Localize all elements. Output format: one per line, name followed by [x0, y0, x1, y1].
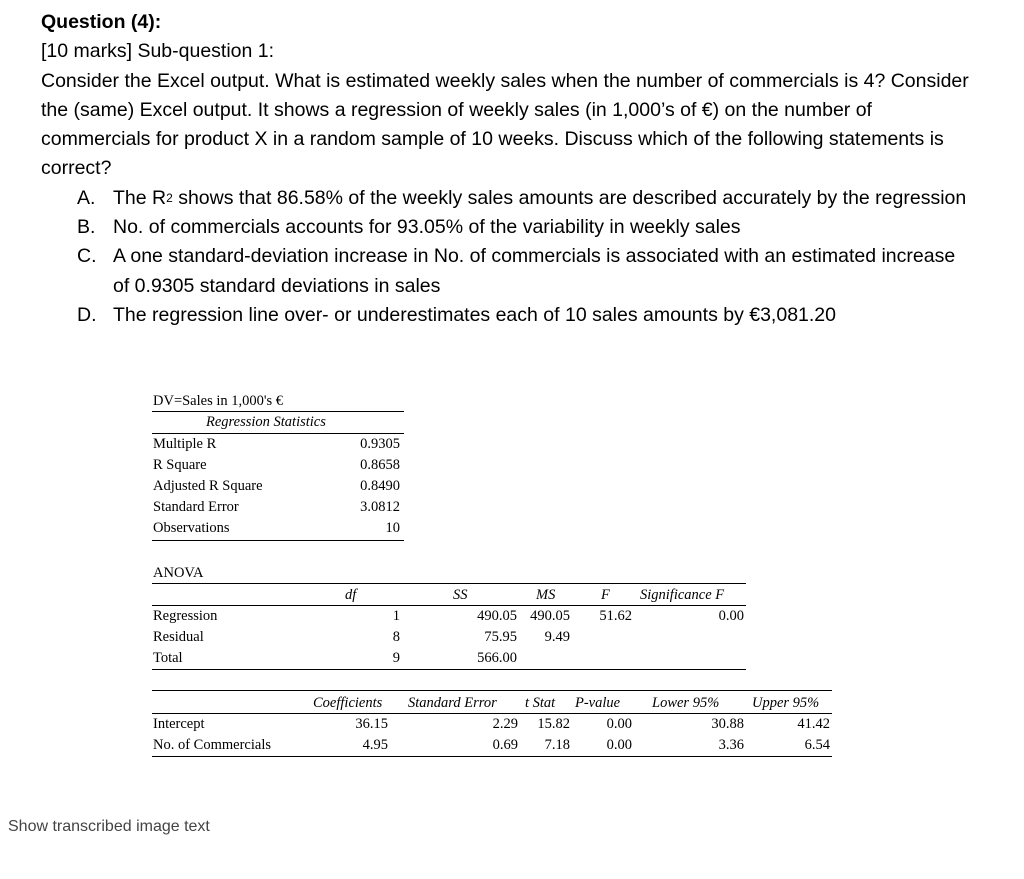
coef-lo: 3.36	[718, 737, 744, 753]
question-body: Consider the Excel output. What is estimated weekly sales when the number of commercials is 4? Consider the (same) Excel output. It shows a regression of weekly sales (in 1,000’s of €) on the number of commercials for product X in a random sample of 10 weeks. Discuss which of the following statements is correct?	[41, 69, 969, 180]
anova-ss: 490.05	[477, 608, 517, 624]
option-c-text: A one standard-deviation increase in No. of commercials is associated with an estimated increase of 0.9305 standard deviations in sales	[113, 245, 956, 297]
question-title: Question (4):	[41, 11, 162, 33]
option-a-pre: The R	[113, 186, 167, 209]
show-transcribed-link[interactable]: Show transcribed image text	[8, 818, 210, 835]
coef-t: 15.82	[537, 716, 570, 732]
stat-value: 10	[385, 520, 400, 536]
coef-value: 36.15	[355, 716, 388, 732]
anova-df: 8	[392, 629, 400, 645]
option-a-letter: A.	[77, 186, 96, 209]
coef-lo: 30.88	[711, 716, 744, 732]
anova-title: ANOVA	[153, 565, 204, 581]
coef-header-se: Standard Error	[408, 695, 497, 711]
option-d-text: The regression line over- or underestimates each of 10 sales amounts by €3,081.20	[113, 303, 836, 326]
stat-value: 3.0812	[360, 499, 400, 515]
anova-header-ms: MS	[536, 587, 556, 603]
anova-df: 1	[392, 608, 400, 624]
option-d	[41, 301, 971, 330]
question-block	[41, 8, 971, 330]
stat-label: Observations	[153, 520, 230, 536]
answer-options	[41, 184, 971, 330]
anova-header-f: F	[601, 587, 610, 603]
option-b-letter: B.	[77, 216, 96, 239]
rule	[152, 605, 746, 606]
coef-header-lo: Lower 95%	[652, 695, 720, 711]
stat-label: Adjusted R Square	[153, 478, 263, 494]
option-a-post: shows that 86.58% of the weekly sales amounts are described accurately by the regression	[172, 186, 967, 209]
stat-value: 0.9305	[360, 436, 400, 452]
coef-se: 2.29	[492, 716, 518, 732]
coef-hi: 41.42	[797, 716, 830, 732]
anova-header-df: df	[345, 587, 357, 603]
stat-label: R Square	[153, 457, 207, 473]
coef-hi: 6.54	[804, 737, 830, 753]
anova-df: 9	[392, 650, 400, 666]
rule	[152, 690, 832, 691]
coef-header-t: t Stat	[525, 695, 556, 711]
question-subtitle: [10 marks] Sub-question 1:	[41, 40, 275, 63]
stat-value: 0.8490	[360, 478, 400, 494]
option-c	[41, 242, 971, 301]
rule	[152, 433, 404, 434]
option-b	[41, 213, 971, 242]
rule	[152, 756, 832, 757]
rule	[152, 713, 832, 714]
anova-ms: 490.05	[530, 608, 570, 624]
option-d-letter: D.	[77, 303, 97, 326]
anova-header-sig: Significance F	[640, 587, 725, 603]
coef-header-hi: Upper 95%	[752, 695, 820, 711]
stat-label: Multiple R	[153, 436, 217, 452]
anova-ss: 566.00	[477, 650, 517, 666]
rule	[152, 411, 404, 412]
anova-ms: 9.49	[544, 629, 570, 645]
coef-p: 0.00	[606, 716, 632, 732]
stat-label: Standard Error	[153, 499, 239, 515]
coef-t: 7.18	[544, 737, 570, 753]
option-a-sup: 2	[166, 190, 173, 205]
coef-value: 4.95	[362, 737, 388, 753]
dv-label: DV=Sales in 1,000's €	[153, 393, 284, 409]
option-a	[41, 184, 971, 213]
option-b-text: No. of commercials accounts for 93.05% of the variability in weekly sales	[113, 216, 741, 239]
coef-label: Intercept	[153, 716, 205, 732]
coef-se: 0.69	[492, 737, 518, 753]
coef-header-p: P-value	[575, 695, 621, 711]
rule	[152, 540, 404, 541]
anova-f: 51.62	[599, 608, 632, 624]
option-c-letter: C.	[77, 245, 97, 268]
anova-label: Total	[153, 650, 183, 666]
coef-p: 0.00	[606, 737, 632, 753]
rule	[152, 583, 746, 584]
coef-header-coef: Coefficients	[313, 695, 383, 711]
rule	[152, 669, 746, 670]
coef-label: No. of Commercials	[153, 737, 271, 753]
anova-sig: 0.00	[718, 608, 744, 624]
anova-label: Regression	[153, 608, 218, 624]
anova-header-ss: SS	[453, 587, 468, 603]
anova-label: Residual	[153, 629, 204, 645]
anova-ss: 75.95	[484, 629, 517, 645]
stat-value: 0.8658	[360, 457, 400, 473]
reg-stats-header: Regression Statistics	[206, 414, 326, 430]
